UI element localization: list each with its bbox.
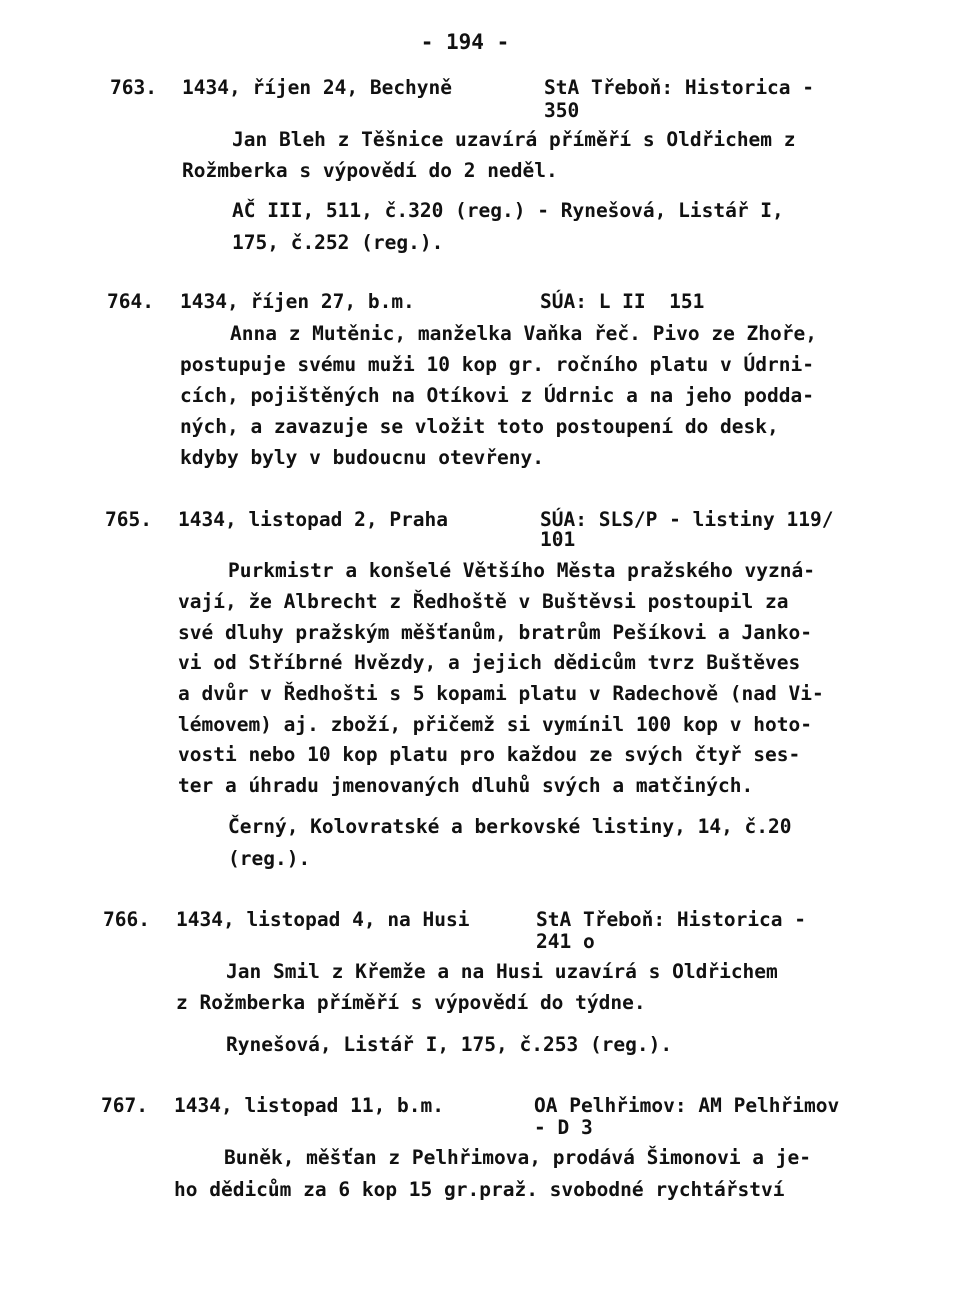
- entry-text-line: Rožmberka s výpovědí do 2 neděl.: [182, 159, 558, 182]
- entry-archive-cont: 101: [540, 528, 576, 551]
- entry-number: 765.: [105, 508, 152, 531]
- entry-archive-cont: 350: [544, 99, 580, 122]
- entry-reference-line: AČ III, 511, č.320 (reg.) - Rynešová, Listář I,: [232, 199, 784, 222]
- entry-text-line: lémovem) aj. zboží, přičemž si vymínil 100 kop v hoto-: [178, 713, 812, 736]
- entry-reference-line: (reg.).: [228, 847, 311, 870]
- entry-archive: SÚA: L II 151: [540, 290, 705, 313]
- entry-text-line: kdyby byly v budoucnu otevřeny.: [180, 446, 544, 469]
- entry-date-place: 1434, listopad 4, na Husi: [176, 908, 470, 931]
- entry-text-line: Purkmistr a konšelé Většího Města pražského vyzná-: [228, 559, 815, 582]
- entry-date-place: 1434, listopad 2, Praha: [178, 508, 449, 531]
- entry-text-line: vosti nebo 10 kop platu pro každou ze svých čtyř ses-: [178, 743, 801, 766]
- entry-archive-cont: 241 o: [536, 930, 595, 953]
- entry-text-line: cích, pojištěných na Otíkovi z Údrnic a na jeho podda-: [180, 384, 814, 407]
- entry-text-line: postupuje svému muži 10 kop gr. ročního platu v Údrni-: [180, 353, 814, 376]
- entry-date-place: 1434, listopad 11, b.m.: [174, 1094, 445, 1117]
- entry-number: 764.: [107, 290, 154, 313]
- entry-text-line: Jan Smil z Křemže a na Husi uzavírá s Oldřichem: [226, 960, 778, 983]
- entry-archive: OA Pelhřimov: AM Pelhřimov: [534, 1094, 840, 1117]
- entry-number: 766.: [103, 908, 150, 931]
- entry-text-line: a dvůr v Ředhošti s 5 kopami platu v Radechově (nad Vi-: [178, 682, 824, 705]
- entry-text-line: Jan Bleh z Těšnice uzavírá příměří s Oldřichem z: [232, 128, 796, 151]
- entry-archive: SÚA: SLS/P - listiny 119/: [540, 508, 834, 531]
- entry-text-line: ných, a zavazuje se vložit toto postoupení do desk,: [180, 415, 779, 438]
- entry-date-place: 1434, říjen 27, b.m.: [180, 290, 415, 313]
- entry-date-place: 1434, říjen 24, Bechyně: [182, 76, 453, 99]
- entry-text-line: vají, že Albrecht z Ředhoště v Buštěvsi postoupil za: [178, 590, 789, 613]
- entry-number: 767.: [101, 1094, 148, 1117]
- entry-text-line: ho dědicům za 6 kop 15 gr.praž. svobodné rychtářství: [174, 1178, 785, 1201]
- entry-text-line: ter a úhradu jmenovaných dluhů svých a matčiných.: [178, 774, 754, 797]
- entry-text-line: Buněk, měšťan z Pelhřimova, prodává Šimonovi a je-: [224, 1146, 811, 1169]
- entry-number: 763.: [110, 76, 157, 99]
- entry-reference-line: Rynešová, Listář I, 175, č.253 (reg.).: [226, 1033, 673, 1056]
- entry-archive: StA Třeboň: Historica -: [544, 76, 815, 99]
- entry-text-line: své dluhy pražským měšťanům, bratrům Pešíkovi a Janko-: [178, 621, 812, 644]
- entry-text-line: vi od Stříbrné Hvězdy, a jejich dědicům tvrz Buštěves: [178, 651, 801, 674]
- entry-text-line: z Rožmberka příměří s výpovědí do týdne.: [176, 991, 646, 1014]
- entry-reference-line: Černý, Kolovratské a berkovské listiny, 14, č.20: [228, 815, 792, 838]
- entry-archive-cont: - D 3: [534, 1116, 593, 1139]
- entry-reference-line: 175, č.252 (reg.).: [232, 231, 444, 254]
- entry-archive: StA Třeboň: Historica -: [536, 908, 807, 931]
- entry-text-line: Anna z Mutěnic, manželka Vaňka řeč. Pivo ze Zhoře,: [230, 322, 817, 345]
- page-number: - 194 -: [420, 30, 510, 54]
